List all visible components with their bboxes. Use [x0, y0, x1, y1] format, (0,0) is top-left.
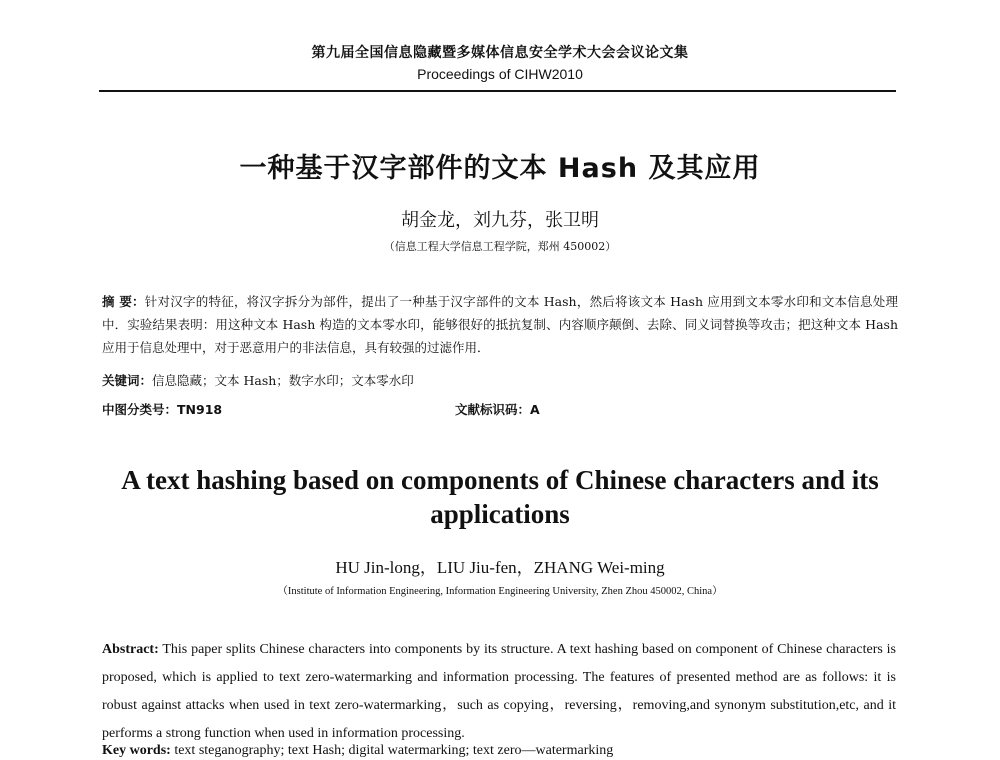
- authors-en: HU Jin-long，LIU Jiu-fen，ZHANG Wei-ming: [335, 558, 665, 577]
- header-rule: [99, 90, 896, 92]
- keywords-en: [102, 743, 613, 759]
- abstract-cn: [102, 290, 898, 359]
- abstract-en: [102, 636, 896, 748]
- authors-cn: 胡金龙，刘九芬，张卫明: [401, 210, 599, 231]
- clc-label: 中图分类号：: [102, 402, 178, 417]
- abstract-cn-text: 针对汉字的特征，将汉字拆分为部件，提出了一种基于汉字部件的文本 Hash，然后将该文本 Hash 应用到文本零水印和文本信息处理中．实验结果表明：用这种文本 Hash 构造的文本零水印，能够很好的抵抗复制、内容顺序颠倒、去除、同义词替换等攻击；把这种文本 Hash 应用于信息处理中，对于恶意用户的非法信息，具有较强的过滤作用．: [102, 294, 898, 355]
- keywords-cn-text: 信息隐藏；文本 Hash；数字水印；文本零水印: [152, 373, 414, 388]
- clc-number: [102, 400, 222, 418]
- conference-title-en: Proceedings of CIHW2010: [417, 66, 583, 82]
- keywords-en-text: text steganography; text Hash; digital watermarking; text zero—watermarking: [174, 743, 614, 758]
- document-code: [455, 400, 540, 418]
- paper-title-cn: 一种基于汉字部件的文本 Hash 及其应用: [239, 153, 761, 184]
- keywords-cn: [102, 371, 414, 389]
- doc-code-label: 文献标识码：: [455, 402, 531, 417]
- abstract-en-label: Abstract:: [102, 642, 159, 657]
- keywords-cn-label: 关键词：: [102, 373, 153, 388]
- conference-title-cn: 第九届全国信息隐藏暨多媒体信息安全学术大会会议论文集: [311, 45, 689, 61]
- affiliation-en: （Institute of Information Engineering, Information Engineering University, Zhen Zhou 450002, China）: [277, 586, 723, 597]
- abstract-cn-label: 摘 要：: [102, 294, 145, 309]
- keywords-en-label: Key words:: [102, 743, 171, 758]
- abstract-en-text: This paper splits Chinese characters into components by its structure. A text hashing based on component of Chinese characters is proposed, which is applied to text zero-watermarking and information processing. The features of presented method are as follows: it is robust against attacks when used in text zero-watermarking，such as copying，reversing，removing,and synonym substitution,etc, and it performs a strong function when used in information processing.: [102, 642, 896, 741]
- clc-value: TN918: [177, 402, 223, 417]
- affiliation-cn: （信息工程大学信息工程学院，郑州 450002）: [383, 240, 617, 253]
- doc-code-value: A: [530, 402, 540, 417]
- paper-title-en: A text hashing based on components of Chinese characters and its applications: [121, 465, 879, 529]
